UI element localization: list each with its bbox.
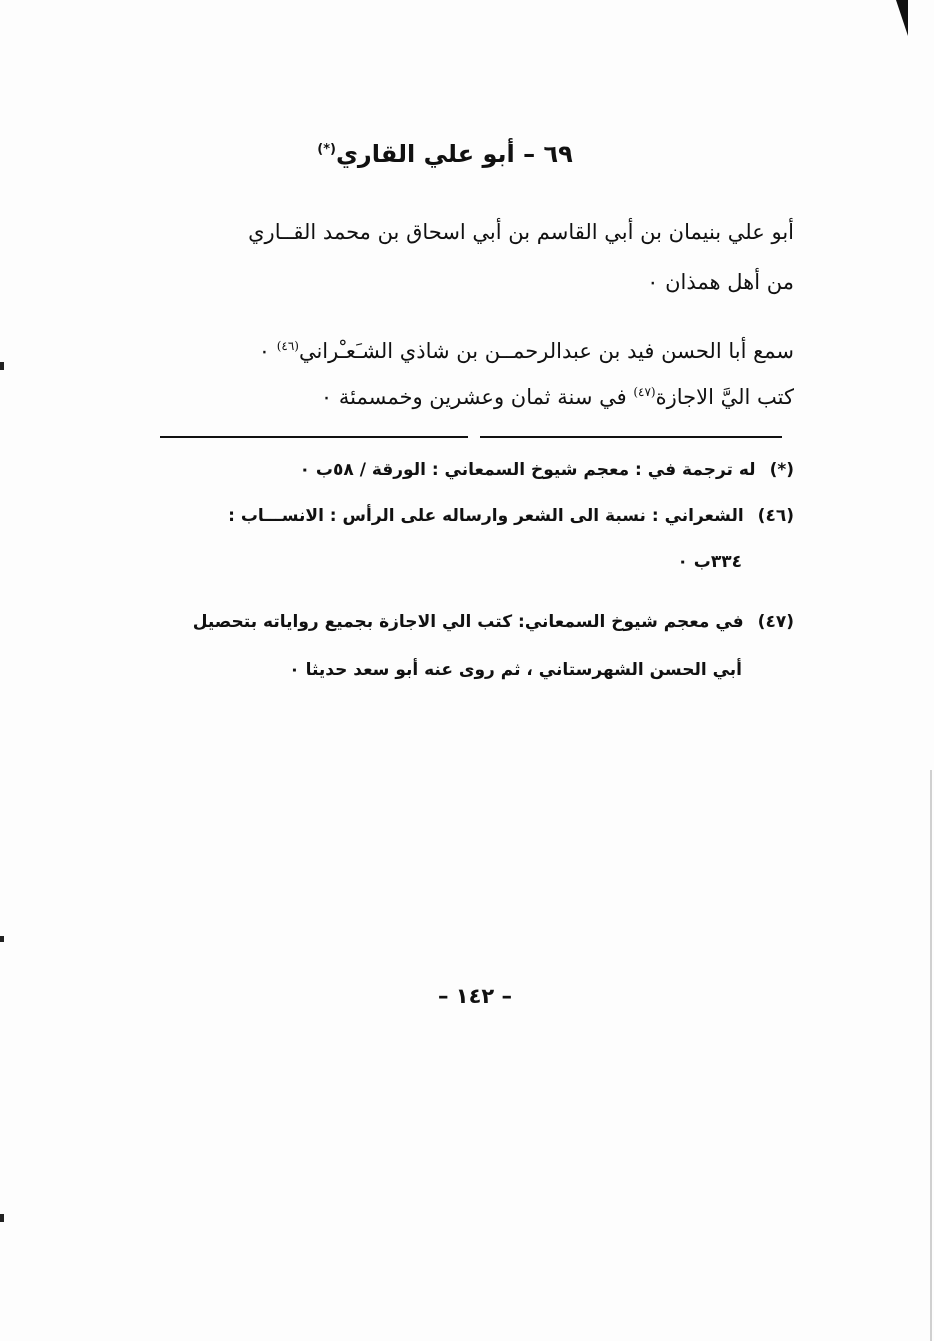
- footnote-separator: [480, 436, 782, 438]
- footnote-mark: (*): [769, 460, 794, 480]
- footnote-reference: (٤٦): [276, 339, 299, 353]
- scan-edge-dot: [0, 936, 4, 942]
- scan-edge-dot: [0, 1214, 4, 1222]
- footnote-continuation-text: ٣٣٤ب ٠: [677, 552, 742, 572]
- scan-edge-dot: [0, 362, 4, 370]
- footnote: [150, 452, 794, 488]
- body-line-text: أبو علي بنيمان بن أبي القاسم بن أبي اسحاق بن محمد القــاري: [248, 220, 794, 244]
- footnote: [150, 604, 794, 640]
- footnote-text: الشعراني : نسبة الى الشعر وارساله على الرأس : الانســـاب :: [228, 506, 744, 526]
- body-line-text: كتب اليَّ الاجازة: [655, 385, 794, 409]
- body-line-text: سمع أبا الحسن فيد بن عبدالرحمــن بن شاذي الشـَعـْراني: [298, 339, 794, 363]
- body-line: [150, 212, 794, 252]
- footnote-text: له ترجمة في : معجم شيوخ السمعاني : الورقة / ٥٨ب ٠: [299, 460, 756, 480]
- biography-heading: [300, 130, 590, 170]
- footnote-continuation: [150, 544, 794, 580]
- body-line-text: من أهل همذان ٠: [647, 270, 794, 294]
- footnote-separator: [160, 436, 468, 438]
- body-line-end: في سنة ثمان وعشرين وخمسمئة ٠: [320, 385, 634, 409]
- scan-corner-mark: [896, 0, 908, 36]
- scan-edge-line: [930, 770, 932, 1341]
- footnote: [150, 498, 794, 534]
- page-number: – ١٤٢ –: [437, 984, 513, 1008]
- body-line-end: ٠: [258, 339, 277, 363]
- heading-text: ٦٩ – أبو علي القاري: [335, 140, 573, 168]
- footnote-mark: (٤٦): [757, 506, 794, 526]
- body-line: [647, 262, 794, 302]
- footnote-mark: (٤٧): [757, 612, 794, 632]
- heading-note-mark: (*): [317, 142, 336, 157]
- footnote-text: في معجم شيوخ السمعاني: كتب الي الاجازة بجميع رواياته بتحصيل: [192, 612, 744, 632]
- footnote-continuation: [150, 652, 794, 688]
- body-line: [321, 372, 794, 417]
- body-line: [259, 326, 794, 371]
- footnote-continuation-text: أبي الحسن الشهرستاني ، ثم روى عنه أبو سعد حديثا ٠: [289, 660, 742, 680]
- footnote-reference: (٤٧): [633, 385, 656, 399]
